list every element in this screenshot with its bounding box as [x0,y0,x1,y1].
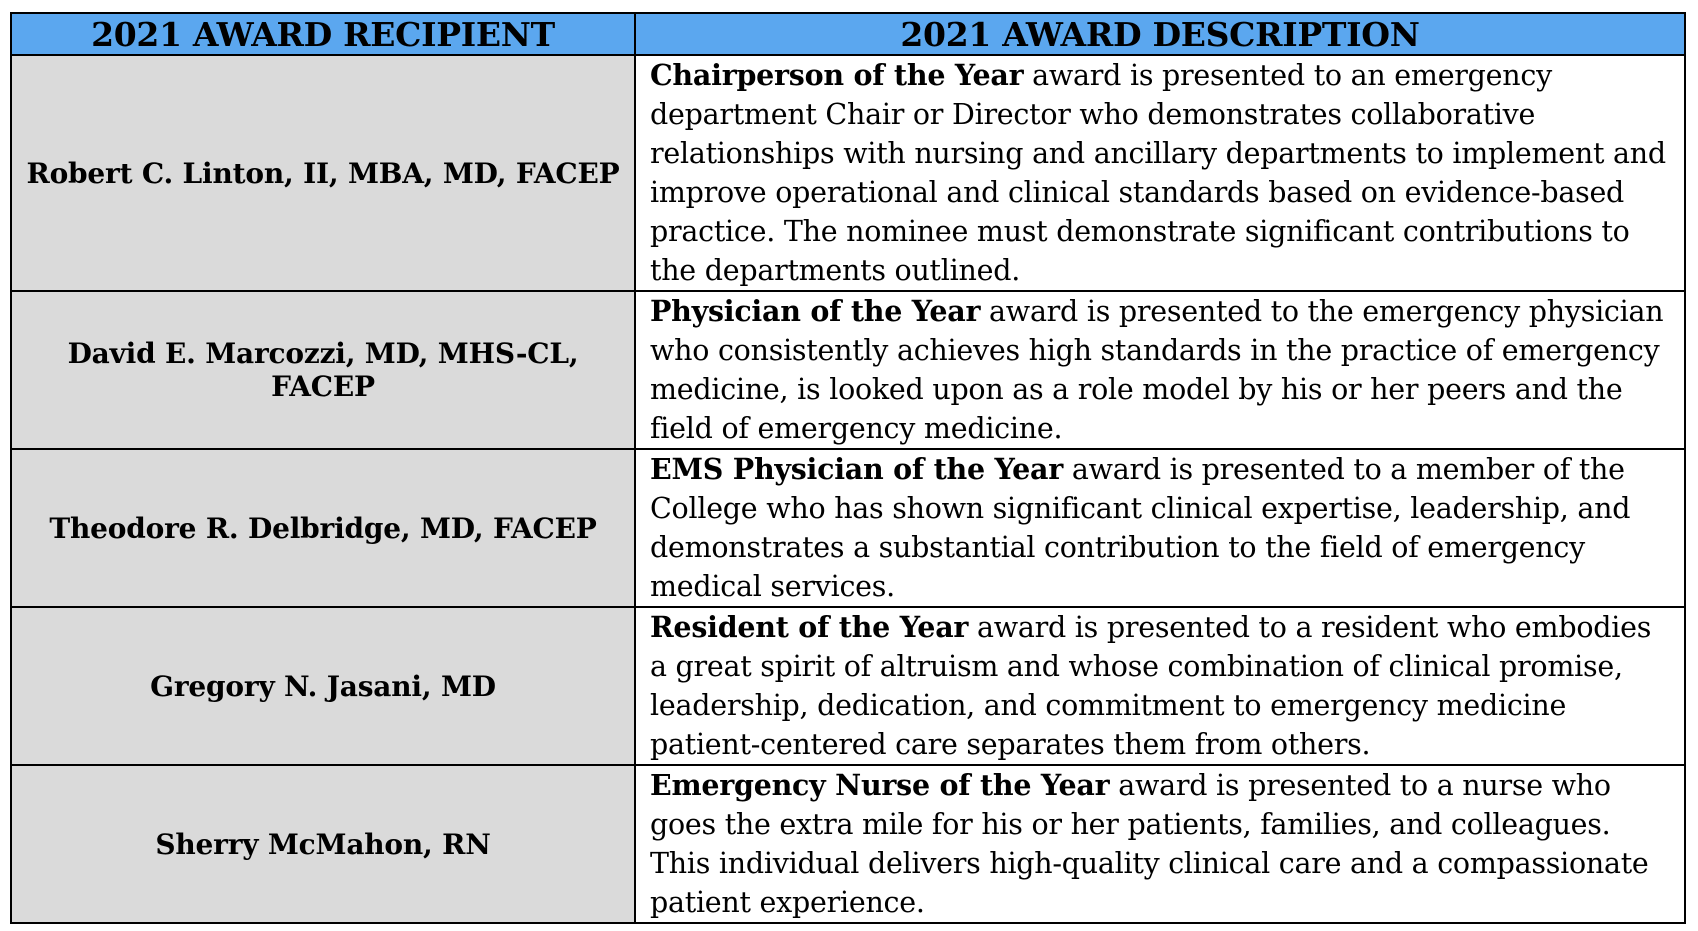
description-cell [635,449,1685,607]
awards-table [10,12,1686,924]
table-body [11,55,1685,923]
description-cell [635,291,1685,449]
description-cell [635,607,1685,765]
award-description: award is presented to a nurse who goes the extra mile for his or her patients, families, and colleagues. This individual delivers high-quality clinical care and a compassionate patient experience. [650,769,1649,919]
table-row [11,55,1685,291]
description-cell [635,55,1685,291]
recipient-cell: Sherry McMahon, RN [11,765,635,923]
description-cell [635,765,1685,923]
award-description: award is presented to a resident who embodies a great spirit of altruism and whose combination of clinical promise, leadership, dedication, and commitment to emergency medicine patient-centered care separates them from others. [650,611,1652,761]
recipient-cell: Robert C. Linton, II, MBA, MD, FACEP [11,55,635,291]
award-name: Emergency Nurse of the Year [650,768,1110,802]
table-row [11,765,1685,923]
award-name: Chairperson of the Year [650,58,1024,92]
award-name: EMS Physician of the Year [650,452,1064,486]
award-description: award is presented to an emergency department Chair or Director who demonstrates collaborative relationships with nursing and ancillary departments to implement and improve operational and clinical standards based on evidence-based practice. The nominee must demonstrate significant contributions to the departments outlined. [650,59,1666,287]
award-description: award is presented to the emergency physician who consistently achieves high standards in the practice of emergency medicine, is looked upon as a role model by his or her peers and the field of emergency medicine. [650,295,1664,445]
award-name: Physician of the Year [650,294,981,328]
recipient-cell: David E. Marcozzi, MD, MHS-CL, FACEP [11,291,635,449]
header-row [11,13,1685,55]
table-row [11,291,1685,449]
recipient-cell: Theodore R. Delbridge, MD, FACEP [11,449,635,607]
table-header [11,13,1685,55]
header-recipient: 2021 AWARD RECIPIENT [11,13,635,55]
award-description: award is presented to a member of the College who has shown significant clinical expertise, leadership, and demonstrates a substantial contribution to the field of emergency medical services. [650,453,1631,603]
table-row [11,607,1685,765]
table-row [11,449,1685,607]
award-name: Resident of the Year [650,610,969,644]
recipient-cell: Gregory N. Jasani, MD [11,607,635,765]
header-description: 2021 AWARD DESCRIPTION [635,13,1685,55]
